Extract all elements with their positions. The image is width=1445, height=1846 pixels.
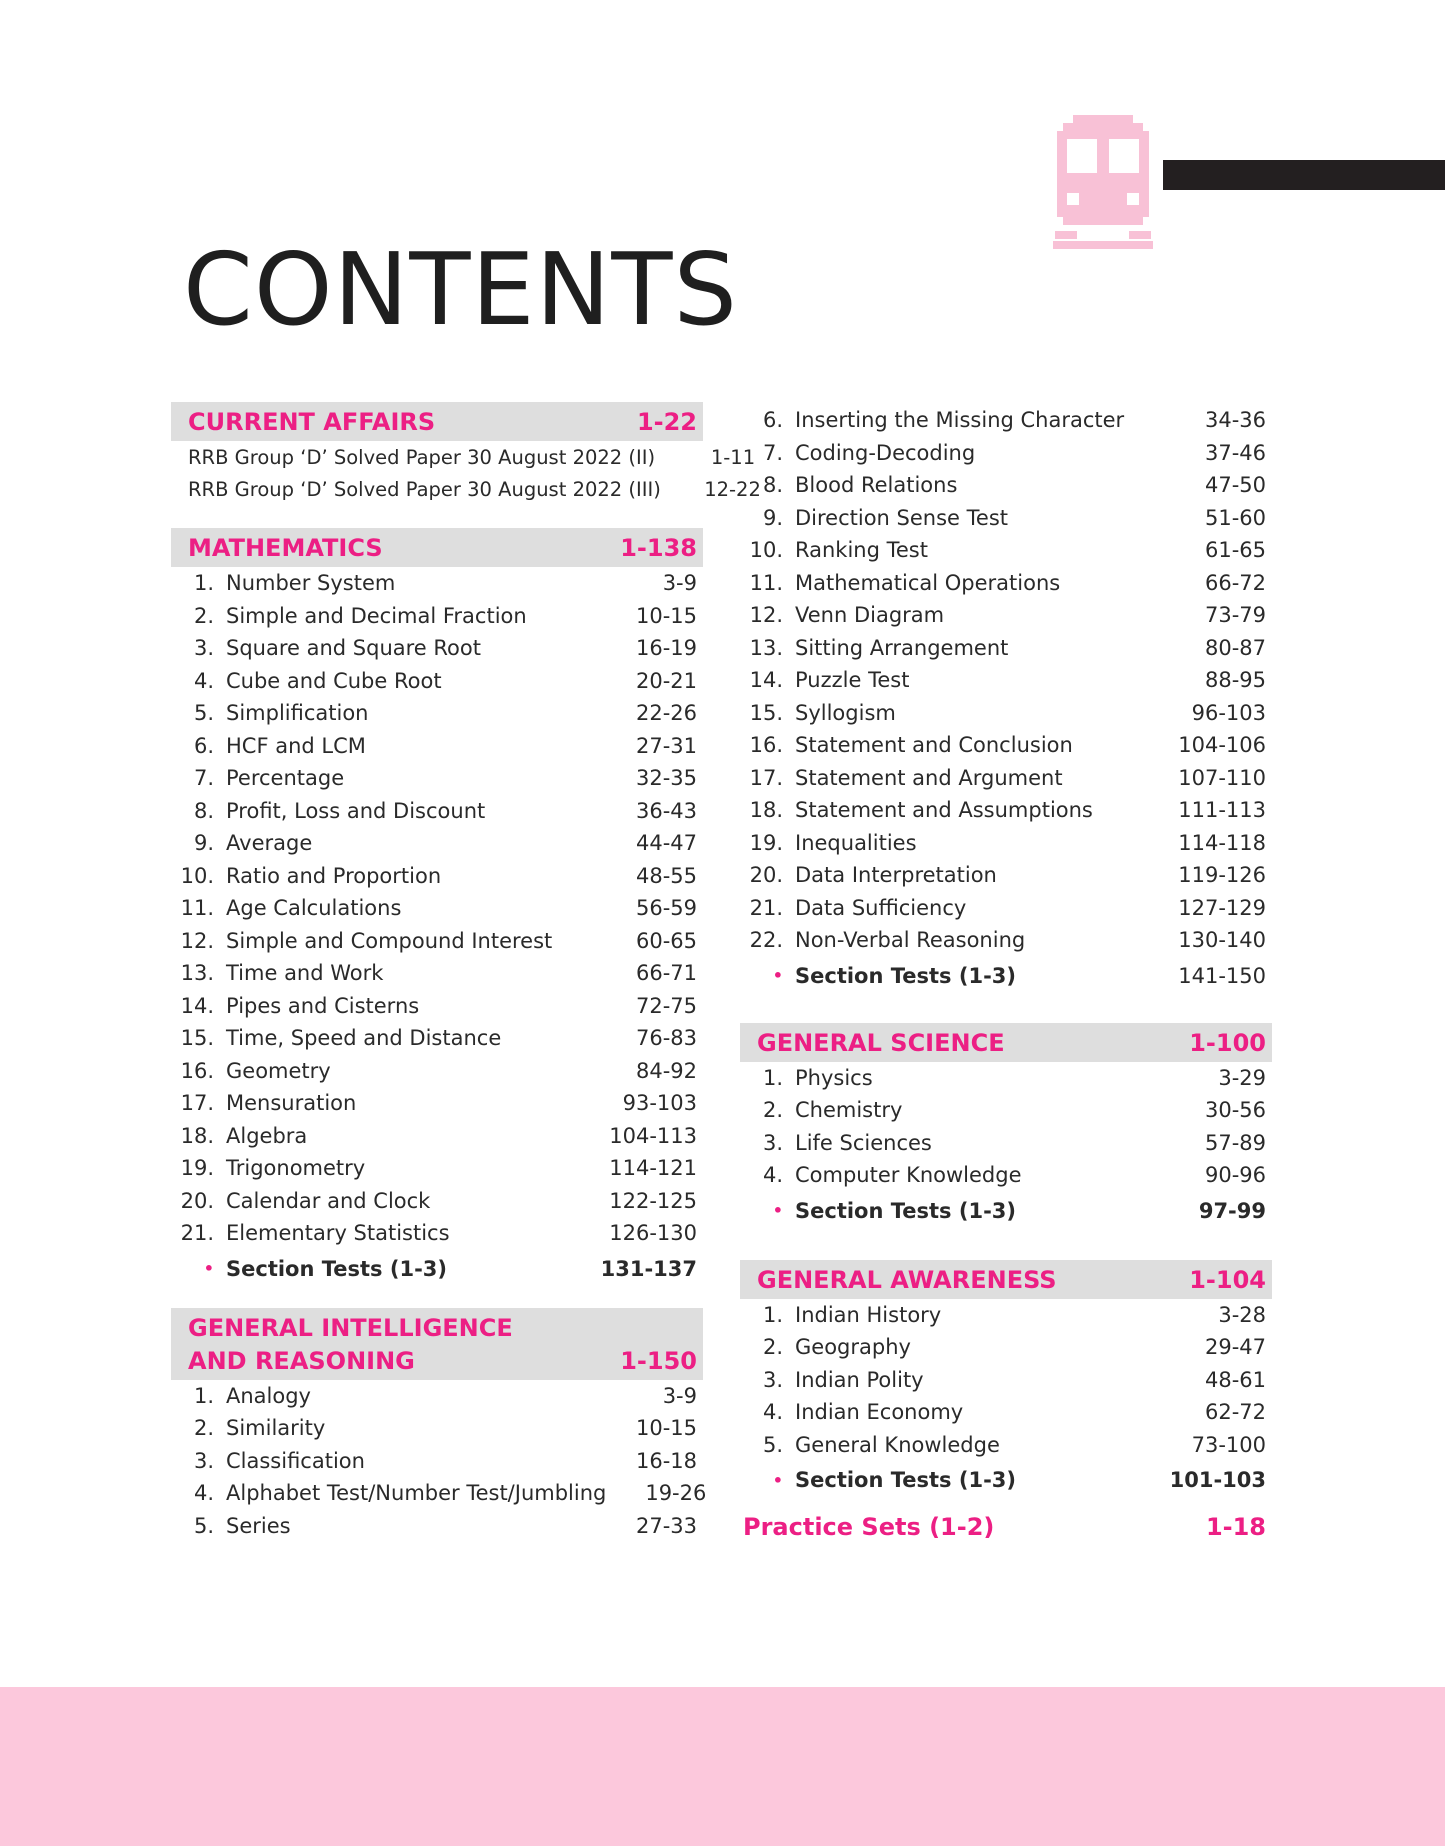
- item-label: Indian History: [795, 1302, 942, 1327]
- section-title-line: GENERAL INTELLIGENCE: [188, 1313, 513, 1342]
- item-pages: 3-9: [662, 1383, 697, 1408]
- item-label: Algebra: [226, 1123, 308, 1148]
- item-number: 16.: [180, 1058, 214, 1083]
- list-item: [740, 534, 1272, 567]
- item-pages: 56-59: [635, 896, 697, 921]
- science-list: [740, 1062, 1272, 1192]
- item-pages: 34-36: [1204, 408, 1266, 433]
- item-label: Data Sufficiency: [795, 895, 967, 920]
- item-pages: 27-31: [635, 733, 697, 758]
- reasoning-list-continued: [740, 404, 1272, 957]
- item-number: 15.: [749, 700, 783, 725]
- item-label: Direction Sense Test: [795, 505, 1008, 530]
- list-item: [171, 665, 703, 698]
- item-pages: 122-125: [609, 1188, 697, 1213]
- item-number: 6.: [762, 408, 783, 433]
- item-pages: 30-56: [1204, 1098, 1266, 1123]
- item-number: 5.: [193, 701, 214, 726]
- item-pages: 20-21: [635, 668, 697, 693]
- item-pages: 29-47: [1204, 1335, 1266, 1360]
- item-pages: 48-61: [1204, 1367, 1266, 1392]
- item-number: 2.: [193, 603, 214, 628]
- section-range: 1-104: [1189, 1265, 1266, 1294]
- section-title: MATHEMATICS: [188, 534, 383, 562]
- item-number: 2.: [762, 1335, 783, 1360]
- item-pages: 66-71: [635, 961, 697, 986]
- item-number: 19.: [180, 1156, 214, 1181]
- list-item: [171, 697, 703, 730]
- list-item: [740, 827, 1272, 860]
- list-item: [740, 892, 1272, 925]
- list-item: [740, 1062, 1272, 1095]
- bullet-icon: •: [772, 1201, 783, 1220]
- item-label: Trigonometry: [226, 1156, 366, 1181]
- current-affairs-section: [171, 402, 761, 506]
- section-tests-row: [740, 1192, 1272, 1230]
- item-label: General Knowledge: [795, 1432, 1000, 1457]
- section-tests-row: [740, 957, 1272, 995]
- item-label: Profit, Loss and Discount: [226, 798, 486, 823]
- item-number: 21.: [180, 1221, 214, 1246]
- item-pages: 111-113: [1178, 798, 1266, 823]
- item-pages: 104-113: [609, 1123, 697, 1148]
- item-label: Elementary Statistics: [226, 1221, 450, 1246]
- item-label: Simplification: [226, 701, 369, 726]
- item-number: 1.: [193, 1383, 214, 1408]
- item-number: 14.: [180, 993, 214, 1018]
- item-pages: 3-9: [662, 571, 697, 596]
- list-item: [171, 957, 703, 990]
- section-title: GENERAL SCIENCE: [757, 1028, 1005, 1057]
- list-item: [171, 1477, 707, 1510]
- item-number: 21.: [749, 895, 783, 920]
- section-range: 1-22: [636, 408, 697, 436]
- list-item: [171, 632, 703, 665]
- item-label: Simple and Decimal Fraction: [226, 603, 527, 628]
- item-label: Number System: [226, 571, 396, 596]
- item-pages: 141-150: [1178, 963, 1266, 988]
- item-number: 6.: [193, 733, 214, 758]
- item-label: Similarity: [226, 1416, 326, 1441]
- item-label: Non-Verbal Reasoning: [795, 928, 1026, 953]
- item-label: Section Tests (1-3): [795, 1468, 1017, 1492]
- item-pages: 119-126: [1178, 863, 1266, 888]
- section-title: [188, 1312, 513, 1378]
- item-number: 19.: [749, 830, 783, 855]
- list-item: [740, 1159, 1272, 1192]
- item-number: 1.: [762, 1065, 783, 1090]
- item-label: Physics: [795, 1065, 873, 1090]
- list-item: [171, 1510, 703, 1543]
- item-pages: 130-140: [1178, 928, 1266, 953]
- list-item: [171, 860, 703, 893]
- left-column: [171, 402, 761, 1542]
- item-label: Inequalities: [795, 830, 917, 855]
- item-number: 4.: [193, 668, 214, 693]
- item-label: Sitting Arrangement: [795, 635, 1009, 660]
- item-label: Ranking Test: [795, 538, 928, 563]
- item-number: 16.: [749, 733, 783, 758]
- item-pages: 60-65: [635, 928, 697, 953]
- item-number: 11.: [180, 896, 214, 921]
- item-label: Statement and Argument: [795, 765, 1063, 790]
- item-number: 3.: [762, 1367, 783, 1392]
- section-title: CURRENT AFFAIRS: [188, 408, 436, 436]
- item-pages: 57-89: [1204, 1130, 1266, 1155]
- awareness-header: [740, 1260, 1272, 1299]
- list-item: [171, 762, 703, 795]
- item-number: 18.: [749, 798, 783, 823]
- list-item: [171, 892, 703, 925]
- item-label: Inserting the Missing Character: [795, 408, 1125, 433]
- item-number: 5.: [193, 1513, 214, 1538]
- item-label: Syllogism: [795, 700, 896, 725]
- reasoning-list: [171, 1380, 707, 1543]
- item-label: Geography: [795, 1335, 911, 1360]
- item-number: 18.: [180, 1123, 214, 1148]
- item-label: Statement and Conclusion: [795, 733, 1073, 758]
- item-label: Age Calculations: [226, 896, 402, 921]
- item-label: Time and Work: [226, 961, 384, 986]
- item-label: Statement and Assumptions: [795, 798, 1093, 823]
- item-pages: 1-11: [710, 445, 756, 469]
- list-item: [740, 1331, 1272, 1364]
- item-label: Mathematical Operations: [795, 570, 1061, 595]
- item-label: Mensuration: [226, 1091, 357, 1116]
- item-pages: 114-118: [1178, 830, 1266, 855]
- science-section: [740, 1023, 1272, 1230]
- item-number: 20.: [749, 863, 783, 888]
- item-label: Section Tests (1-3): [226, 1256, 448, 1281]
- bullet-icon: •: [772, 966, 783, 985]
- item-pages: 16-19: [635, 636, 697, 661]
- item-label: HCF and LCM: [226, 733, 366, 758]
- item-label: Analogy: [226, 1383, 311, 1408]
- list-item: [171, 990, 703, 1023]
- item-pages: 61-65: [1204, 538, 1266, 563]
- item-label: Pipes and Cisterns: [226, 993, 420, 1018]
- list-item: [740, 1299, 1272, 1332]
- item-pages: 107-110: [1178, 765, 1266, 790]
- item-number: 2.: [193, 1416, 214, 1441]
- item-pages: 66-72: [1204, 570, 1266, 595]
- item-label: RRB Group ‘D’ Solved Paper 30 August 2022 (II): [188, 445, 656, 469]
- section-title-line: AND REASONING: [188, 1346, 415, 1375]
- item-pages: 19-26: [645, 1481, 707, 1506]
- item-label: Cube and Cube Root: [226, 668, 442, 693]
- list-item: [740, 1429, 1272, 1462]
- list-item: [740, 1127, 1272, 1160]
- item-pages: 3-28: [1218, 1302, 1266, 1327]
- item-label: Percentage: [226, 766, 345, 791]
- section-range: 1-100: [1189, 1028, 1266, 1057]
- list-item: [740, 924, 1272, 957]
- item-number: 9.: [193, 831, 214, 856]
- list-item: [171, 1445, 703, 1478]
- list-item: [740, 437, 1272, 470]
- list-item: [740, 664, 1272, 697]
- item-number: 14.: [749, 668, 783, 693]
- item-pages: 80-87: [1204, 635, 1266, 660]
- item-pages: 32-35: [635, 766, 697, 791]
- list-item: [740, 567, 1272, 600]
- item-pages: 62-72: [1204, 1400, 1266, 1425]
- section-tests-row: [171, 1250, 703, 1288]
- list-item: [740, 502, 1272, 535]
- list-item: [740, 794, 1272, 827]
- current-affairs-header: [171, 402, 703, 441]
- item-label: Data Interpretation: [795, 863, 997, 888]
- item-label: Venn Diagram: [795, 603, 945, 628]
- item-label: Geometry: [226, 1058, 331, 1083]
- item-number: 8.: [193, 798, 214, 823]
- list-item: [171, 1022, 703, 1055]
- item-number: 1.: [193, 571, 214, 596]
- awareness-list: [740, 1299, 1272, 1462]
- item-label: Series: [226, 1513, 291, 1538]
- item-number: 7.: [193, 766, 214, 791]
- item-number: 7.: [762, 440, 783, 465]
- item-number: 20.: [180, 1188, 214, 1213]
- awareness-section: [740, 1260, 1272, 1500]
- item-pages: 114-121: [609, 1156, 697, 1181]
- item-number: 4.: [193, 1481, 214, 1506]
- item-label: Alphabet Test/Number Test/Jumbling: [226, 1481, 607, 1506]
- reasoning-header: [171, 1308, 703, 1380]
- list-item: [171, 1055, 703, 1088]
- item-number: 1.: [762, 1302, 783, 1327]
- list-item: [740, 729, 1272, 762]
- list-item: [171, 827, 703, 860]
- item-number: 10.: [749, 538, 783, 563]
- item-pages: 73-100: [1191, 1432, 1266, 1457]
- header-black-bar: [1163, 160, 1445, 190]
- page-title: CONTENTS: [183, 231, 738, 348]
- item-label: Blood Relations: [795, 473, 958, 498]
- item-label: Time, Speed and Distance: [226, 1026, 502, 1051]
- item-pages: 22-26: [635, 701, 697, 726]
- list-item: [740, 1094, 1272, 1127]
- item-pages: 93-103: [622, 1091, 697, 1116]
- item-label: Simple and Compound Interest: [226, 928, 553, 953]
- item-label: Ratio and Proportion: [226, 863, 442, 888]
- item-pages: 27-33: [635, 1513, 697, 1538]
- item-label: Computer Knowledge: [795, 1163, 1022, 1188]
- item-pages: 126-130: [609, 1221, 697, 1246]
- item-pages: 51-60: [1204, 505, 1266, 530]
- item-number: 4.: [762, 1400, 783, 1425]
- list-item: [171, 1120, 703, 1153]
- list-item: [171, 795, 703, 828]
- section-title: GENERAL AWARENESS: [757, 1265, 1057, 1294]
- list-item: [171, 1152, 703, 1185]
- item-number: 3.: [762, 1130, 783, 1155]
- item-label: Classification: [226, 1448, 365, 1473]
- item-number: 12.: [749, 603, 783, 628]
- list-item: [171, 600, 703, 633]
- item-pages: 90-96: [1204, 1163, 1266, 1188]
- item-label: Puzzle Test: [795, 668, 910, 693]
- right-column: [740, 404, 1272, 1541]
- item-pages: 101-103: [1169, 1468, 1266, 1492]
- mathematics-list: [171, 567, 703, 1250]
- list-item: [740, 859, 1272, 892]
- item-pages: 3-29: [1218, 1065, 1266, 1090]
- item-pages: 36-43: [635, 798, 697, 823]
- section-range: 1-138: [620, 534, 697, 562]
- item-label: Indian Economy: [795, 1400, 964, 1425]
- item-pages: 76-83: [635, 1026, 697, 1051]
- list-item: [740, 1396, 1272, 1429]
- list-item: [740, 599, 1272, 632]
- bullet-icon: •: [772, 1470, 783, 1490]
- item-number: 3.: [193, 636, 214, 661]
- item-label: Chemistry: [795, 1098, 903, 1123]
- science-header: [740, 1023, 1272, 1062]
- item-number: 15.: [180, 1026, 214, 1051]
- item-number: 11.: [749, 570, 783, 595]
- item-number: 3.: [193, 1448, 214, 1473]
- bottom-pink-band: [0, 1687, 1445, 1846]
- item-pages: 72-75: [635, 993, 697, 1018]
- item-label: Section Tests (1-3): [795, 1198, 1017, 1223]
- item-pages: 48-55: [635, 863, 697, 888]
- item-number: 13.: [180, 961, 214, 986]
- list-item: [171, 474, 761, 507]
- practice-label: Practice Sets (1-2): [743, 1513, 995, 1541]
- item-pages: 10-15: [635, 603, 697, 628]
- list-item: [740, 762, 1272, 795]
- list-item: [740, 404, 1272, 437]
- item-pages: 10-15: [635, 1416, 697, 1441]
- item-number: 4.: [762, 1163, 783, 1188]
- list-item: [740, 697, 1272, 730]
- item-label: Section Tests (1-3): [795, 963, 1017, 988]
- mathematics-header: [171, 528, 703, 567]
- item-pages: 12-22: [704, 478, 761, 502]
- item-pages: 73-79: [1204, 603, 1266, 628]
- item-label: Calendar and Clock: [226, 1188, 431, 1213]
- item-label: Square and Square Root: [226, 636, 481, 661]
- list-item: [171, 925, 703, 958]
- item-pages: 88-95: [1204, 668, 1266, 693]
- item-pages: 104-106: [1178, 733, 1266, 758]
- item-number: 12.: [180, 928, 214, 953]
- list-item: [171, 1217, 703, 1250]
- item-number: 5.: [762, 1432, 783, 1457]
- item-number: 10.: [180, 863, 214, 888]
- item-pages: 84-92: [635, 1058, 697, 1083]
- mathematics-section: [171, 528, 703, 1288]
- item-number: 2.: [762, 1098, 783, 1123]
- item-pages: 131-137: [600, 1256, 697, 1281]
- list-item: [171, 730, 703, 763]
- item-label: Coding-Decoding: [795, 440, 976, 465]
- list-item: [740, 469, 1272, 502]
- item-pages: 96-103: [1191, 700, 1266, 725]
- practice-pages: 1-18: [1205, 1513, 1266, 1541]
- item-label: Life Sciences: [795, 1130, 932, 1155]
- list-item: [171, 1087, 703, 1120]
- item-pages: 97-99: [1198, 1198, 1266, 1223]
- list-item: [171, 1185, 703, 1218]
- list-item: [740, 632, 1272, 665]
- item-number: 17.: [180, 1091, 214, 1116]
- item-number: 17.: [749, 765, 783, 790]
- list-item: [171, 1380, 703, 1413]
- practice-sets-row: [740, 1513, 1272, 1541]
- item-pages: 47-50: [1204, 473, 1266, 498]
- train-icon: [1053, 115, 1153, 251]
- list-item: [171, 1412, 703, 1445]
- item-pages: 16-18: [635, 1448, 697, 1473]
- item-number: 9.: [762, 505, 783, 530]
- bullet-icon: •: [203, 1259, 214, 1278]
- item-pages: 44-47: [635, 831, 697, 856]
- item-label: RRB Group ‘D’ Solved Paper 30 August 2022 (III): [188, 478, 661, 502]
- item-pages: 127-129: [1178, 895, 1266, 920]
- item-label: Average: [226, 831, 313, 856]
- list-item: [171, 441, 756, 474]
- item-pages: 37-46: [1204, 440, 1266, 465]
- item-label: Indian Polity: [795, 1367, 924, 1392]
- section-range: 1-150: [620, 1346, 697, 1375]
- section-tests-row: [740, 1461, 1272, 1499]
- reasoning-section: [171, 1308, 707, 1543]
- list-item: [740, 1364, 1272, 1397]
- item-number: 8.: [762, 473, 783, 498]
- list-item: [171, 567, 703, 600]
- item-number: 22.: [749, 928, 783, 953]
- item-number: 13.: [749, 635, 783, 660]
